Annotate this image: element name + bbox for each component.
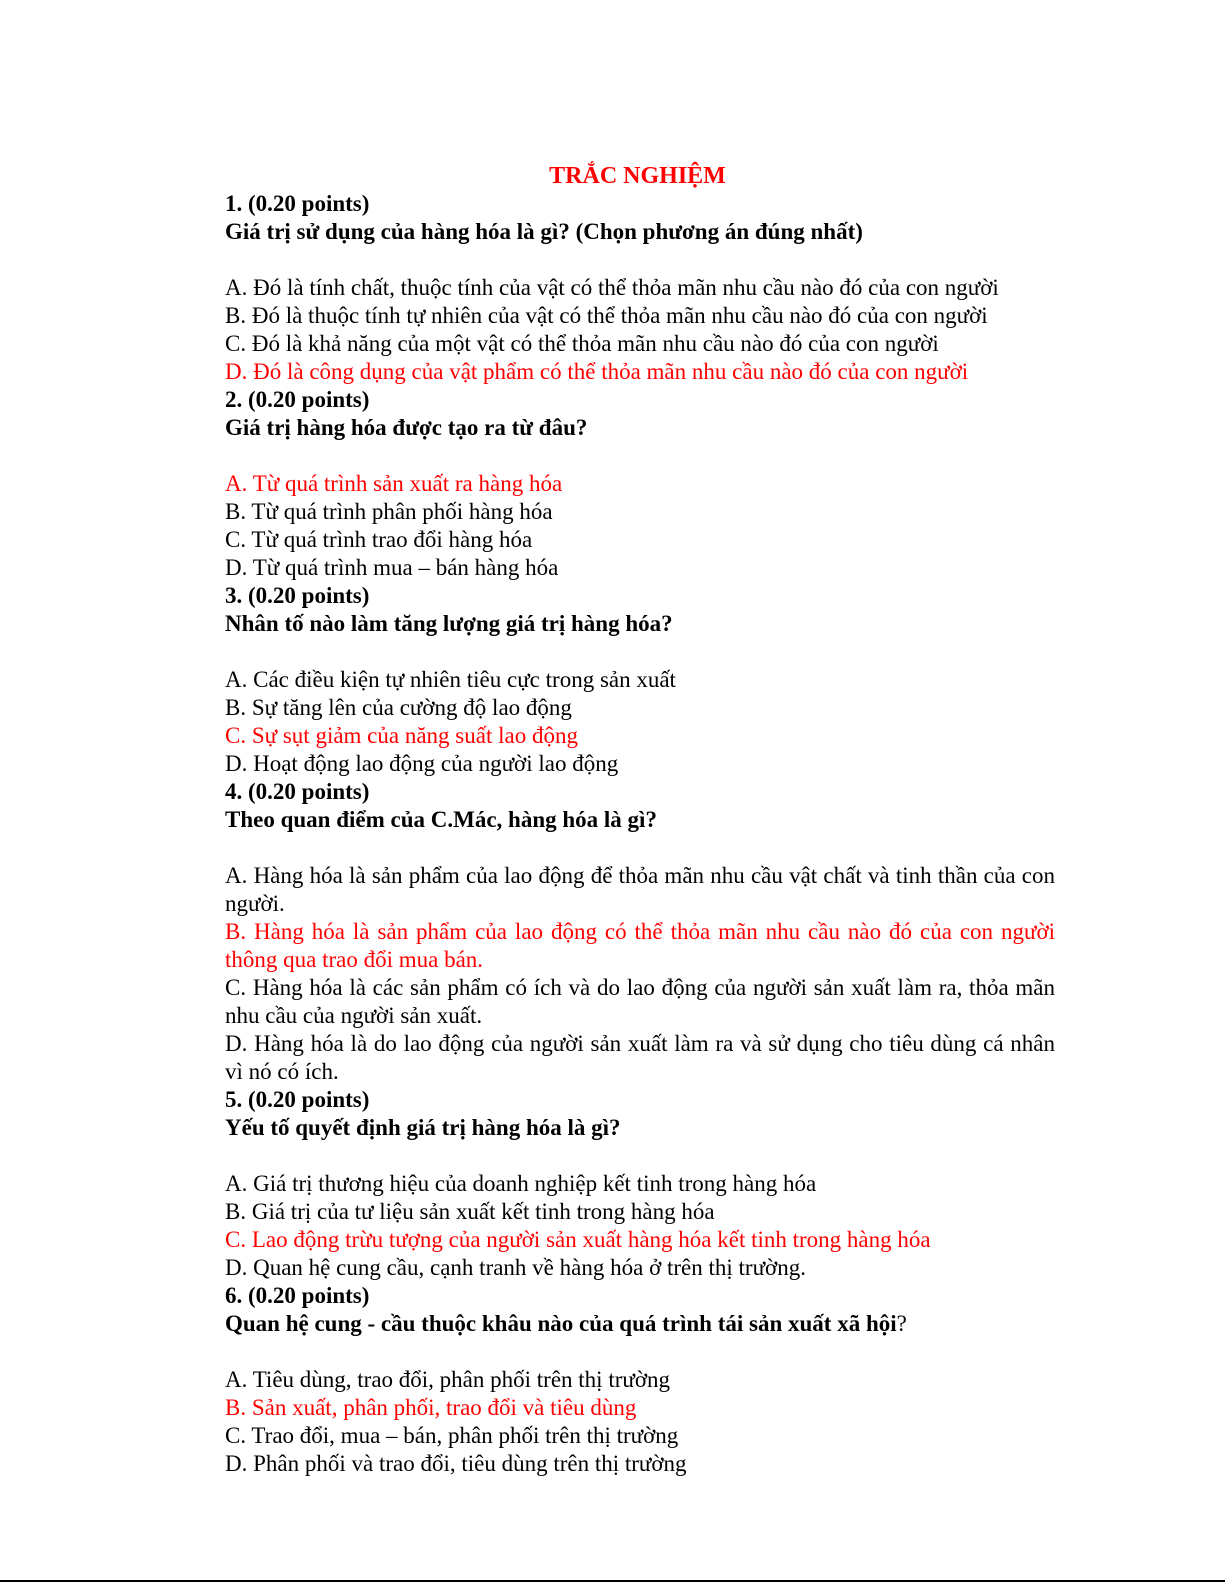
question-points: 1. (0.20 points) — [225, 191, 370, 216]
question-text — [225, 1310, 1055, 1338]
option-c: C. Từ quá trình trao đổi hàng hóa — [225, 527, 533, 552]
question-points: 5. (0.20 points) — [225, 1087, 370, 1112]
question-6 — [225, 1282, 1055, 1478]
option-c-correct: C. Sự sụt giảm của năng suất lao động — [225, 723, 578, 748]
question-text: Nhân tố nào làm tăng lượng giá trị hàng hóa? — [225, 611, 673, 636]
option-a: A. Các điều kiện tự nhiên tiêu cực trong sản xuất — [225, 667, 676, 692]
option-c: C. Đó là khả năng của một vật có thể thỏa mãn nhu cầu nào đó của con người — [225, 331, 939, 356]
page-bottom-divider — [0, 1580, 1225, 1582]
option-a: A. Giá trị thương hiệu của doanh nghiệp kết tinh trong hàng hóa — [225, 1171, 817, 1196]
question-5 — [225, 1086, 1055, 1282]
option-d: D. Hàng hóa là do lao động của người sản xuất làm ra và sử dụng cho tiêu dùng cá nhân vì nó có ích. — [225, 1031, 1055, 1084]
question-text: Yếu tố quyết định giá trị hàng hóa là gì? — [225, 1115, 621, 1140]
question-list — [225, 190, 1055, 1478]
question-text: Theo quan điểm của C.Mác, hàng hóa là gì? — [225, 807, 657, 832]
question-points: 6. (0.20 points) — [225, 1283, 370, 1308]
option-a-correct: A. Từ quá trình sản xuất ra hàng hóa — [225, 471, 563, 496]
question-text-main: Quan hệ cung - cầu thuộc khâu nào của quá trình tái sản xuất xã hội — [225, 1311, 897, 1336]
option-c-correct: C. Lao động trừu tượng của người sản xuất hàng hóa kết tinh trong hàng hóa — [225, 1227, 931, 1252]
question-4 — [225, 778, 1055, 1086]
question-text: Giá trị hàng hóa được tạo ra từ đâu? — [225, 415, 588, 440]
option-c: C. Hàng hóa là các sản phẩm có ích và do lao động của người sản xuất làm ra, thỏa mãn nhu cầu của người sản xuất. — [225, 975, 1055, 1028]
option-d: D. Phân phối và trao đổi, tiêu dùng trên thị trường — [225, 1451, 687, 1476]
option-a: A. Hàng hóa là sản phẩm của lao động để thỏa mãn nhu cầu vật chất và tinh thần của con người. — [225, 863, 1055, 916]
question-text-suffix: ? — [896, 1311, 907, 1336]
option-a: A. Tiêu dùng, trao đổi, phân phối trên thị trường — [225, 1367, 670, 1392]
document-title: TRẮC NGHIỆM — [549, 163, 726, 189]
question-3 — [225, 582, 1055, 778]
option-b: B. Đó là thuộc tính tự nhiên của vật có thể thỏa mãn nhu cầu nào đó của con người — [225, 303, 988, 328]
option-b: B. Từ quá trình phân phối hàng hóa — [225, 499, 553, 524]
question-points: 2. (0.20 points) — [225, 387, 370, 412]
option-d-correct: D. Đó là công dụng của vật phẩm có thể thỏa mãn nhu cầu nào đó của con người — [225, 359, 969, 384]
question-points: 3. (0.20 points) — [225, 583, 370, 608]
question-points: 4. (0.20 points) — [225, 779, 370, 804]
option-a: A. Đó là tính chất, thuộc tính của vật có thể thỏa mãn nhu cầu nào đó của con người — [225, 275, 999, 300]
option-c: C. Trao đổi, mua – bán, phân phối trên thị trường — [225, 1423, 679, 1448]
option-d: D. Hoạt động lao động của người lao động — [225, 751, 619, 776]
option-d: D. Quan hệ cung cầu, cạnh tranh về hàng hóa ở trên thị trường. — [225, 1255, 806, 1280]
question-text: Giá trị sử dụng của hàng hóa là gì? (Chọn phương án đúng nhất) — [225, 219, 863, 244]
question-1 — [225, 190, 1055, 386]
question-2 — [225, 386, 1055, 582]
option-b-correct: B. Sản xuất, phân phối, trao đổi và tiêu dùng — [225, 1395, 637, 1420]
option-b: B. Sự tăng lên của cường độ lao động — [225, 695, 572, 720]
option-d: D. Từ quá trình mua – bán hàng hóa — [225, 555, 559, 580]
option-b: B. Giá trị của tư liệu sản xuất kết tinh trong hàng hóa — [225, 1199, 715, 1224]
option-b-correct: B. Hàng hóa là sản phẩm của lao động có thể thỏa mãn nhu cầu nào đó của con người thông qua trao đổi mua bán. — [225, 919, 1055, 972]
